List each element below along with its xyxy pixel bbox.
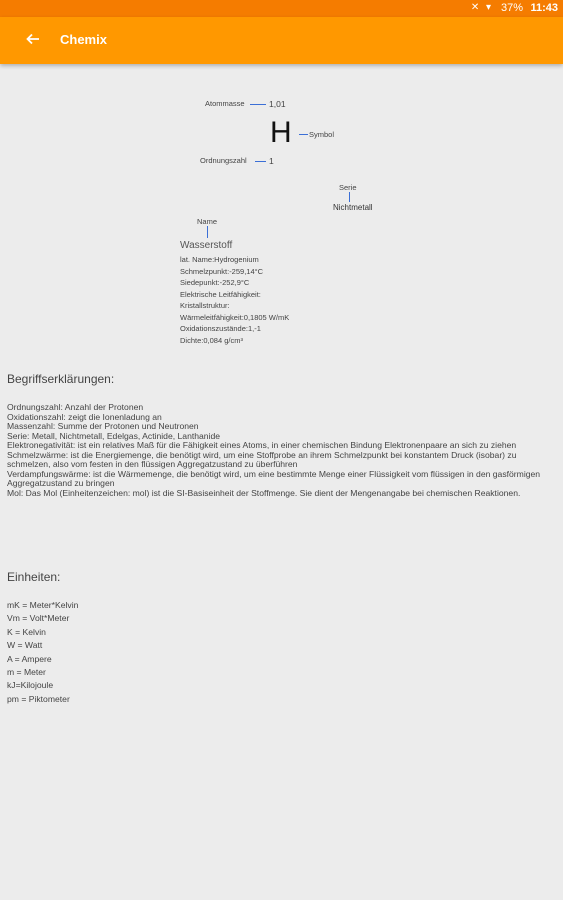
element-symbol: H [270, 116, 292, 149]
clock: 11:43 [530, 2, 558, 14]
atommasse-label: Atommasse [205, 99, 245, 108]
unit-item: K = Kelvin [7, 626, 46, 637]
detail-line: lat. Name:Hydrogenium [180, 255, 259, 264]
serie-label: Serie [339, 183, 357, 192]
detail-line: Siedepunkt:-252,9°C [180, 278, 250, 287]
ordnungszahl-value: 1 [269, 156, 274, 166]
signal-icons: ✕ ▾ [470, 2, 493, 13]
explanation-item: Massenzahl: Summe der Protonen und Neutronen [7, 421, 199, 431]
unit-item: kJ=Kilojoule [7, 680, 54, 691]
name-label: Name [197, 217, 218, 226]
unit-item: pm = Piktometer [7, 693, 70, 704]
detail-line: Elektrische Leitfähigkeit: [180, 289, 261, 299]
unit-item: m = Meter [7, 667, 46, 678]
detail-line: Dichte:0,084 g/cm³ [180, 335, 243, 345]
detail-line: Wärmeleitfähigkeit:0,1805 W/mK [180, 312, 290, 322]
unit-item: W = Watt [7, 640, 43, 651]
app-bar [0, 17, 563, 64]
explanation-item: Serie: Metall, Nichtmetall, Edelgas, Actinide, Lanthanide [7, 430, 221, 441]
detail-line: Kristallstruktur: [180, 301, 230, 310]
app-title: Chemix [60, 32, 107, 47]
units-title: Einheiten: [7, 570, 61, 584]
unit-item: Vm = Volt*Meter [7, 613, 70, 624]
atommasse-value: 1,01 [269, 99, 286, 109]
detail-line: Oxidationszustände:1,-1 [180, 324, 261, 333]
back-arrow-icon[interactable] [22, 28, 44, 50]
explanation-item: Mol: Das Mol (Einheitenzeichen: mol) ist die SI-Basiseinheit der Stoffmenge. Sie dient der Mengenangabe bei chemischen Reaktionen. [7, 487, 521, 498]
explanation-item: Verdampfungswärme: ist die Wärmemenge, die benötigt wird, um eine bestimmte Menge einer Flüssigkeit vom flüssigen in den gasförmigen Aggregatzustand zu bringen [7, 468, 541, 488]
unit-item: A = Ampere [7, 653, 52, 664]
symbol-label: Symbol [309, 130, 335, 139]
explanations-title: Begriffserklärungen: [7, 372, 115, 386]
status-bar [0, 0, 563, 17]
unit-item: mK = Meter*Kelvin [7, 600, 79, 610]
units-list [7, 599, 555, 706]
explanations-list [7, 403, 555, 498]
arrow-icon [299, 134, 308, 135]
element-name: Wasserstoff [180, 240, 233, 251]
explanation-item: Elektronegativität: ist ein relatives Maß für die Fähigkeit eines Atoms, in einer chemischen Bindung Elektronenpaare an sich zu ziehen [7, 440, 517, 450]
element-details [180, 254, 289, 346]
arrow-icon [255, 161, 266, 162]
serie-value: Nichtmetall [333, 203, 373, 212]
explanation-item: Schmelzwärme: ist die Energiemenge, die benötigt wird, um eine Stoffprobe an ihrem Schmelzpunkt bei konstantem Druck (isobar) zu schmelzen, also vom festen in den flüssigen Aggregatzustand zu überführen [7, 449, 517, 469]
arrow-icon [250, 104, 266, 105]
ordnungszahl-label: Ordnungszahl [200, 156, 247, 165]
explanation-item: Oxidationszahl: zeigt die Ionenladung an [7, 411, 162, 422]
battery-level: 37% [500, 2, 523, 14]
element-legend-diagram [0, 64, 563, 364]
arrow-icon [349, 192, 350, 202]
explanation-item: Ordnungszahl: Anzahl der Protonen [7, 402, 144, 412]
arrow-icon [207, 226, 208, 238]
detail-line: Schmelzpunkt:-259,14°C [180, 266, 264, 276]
